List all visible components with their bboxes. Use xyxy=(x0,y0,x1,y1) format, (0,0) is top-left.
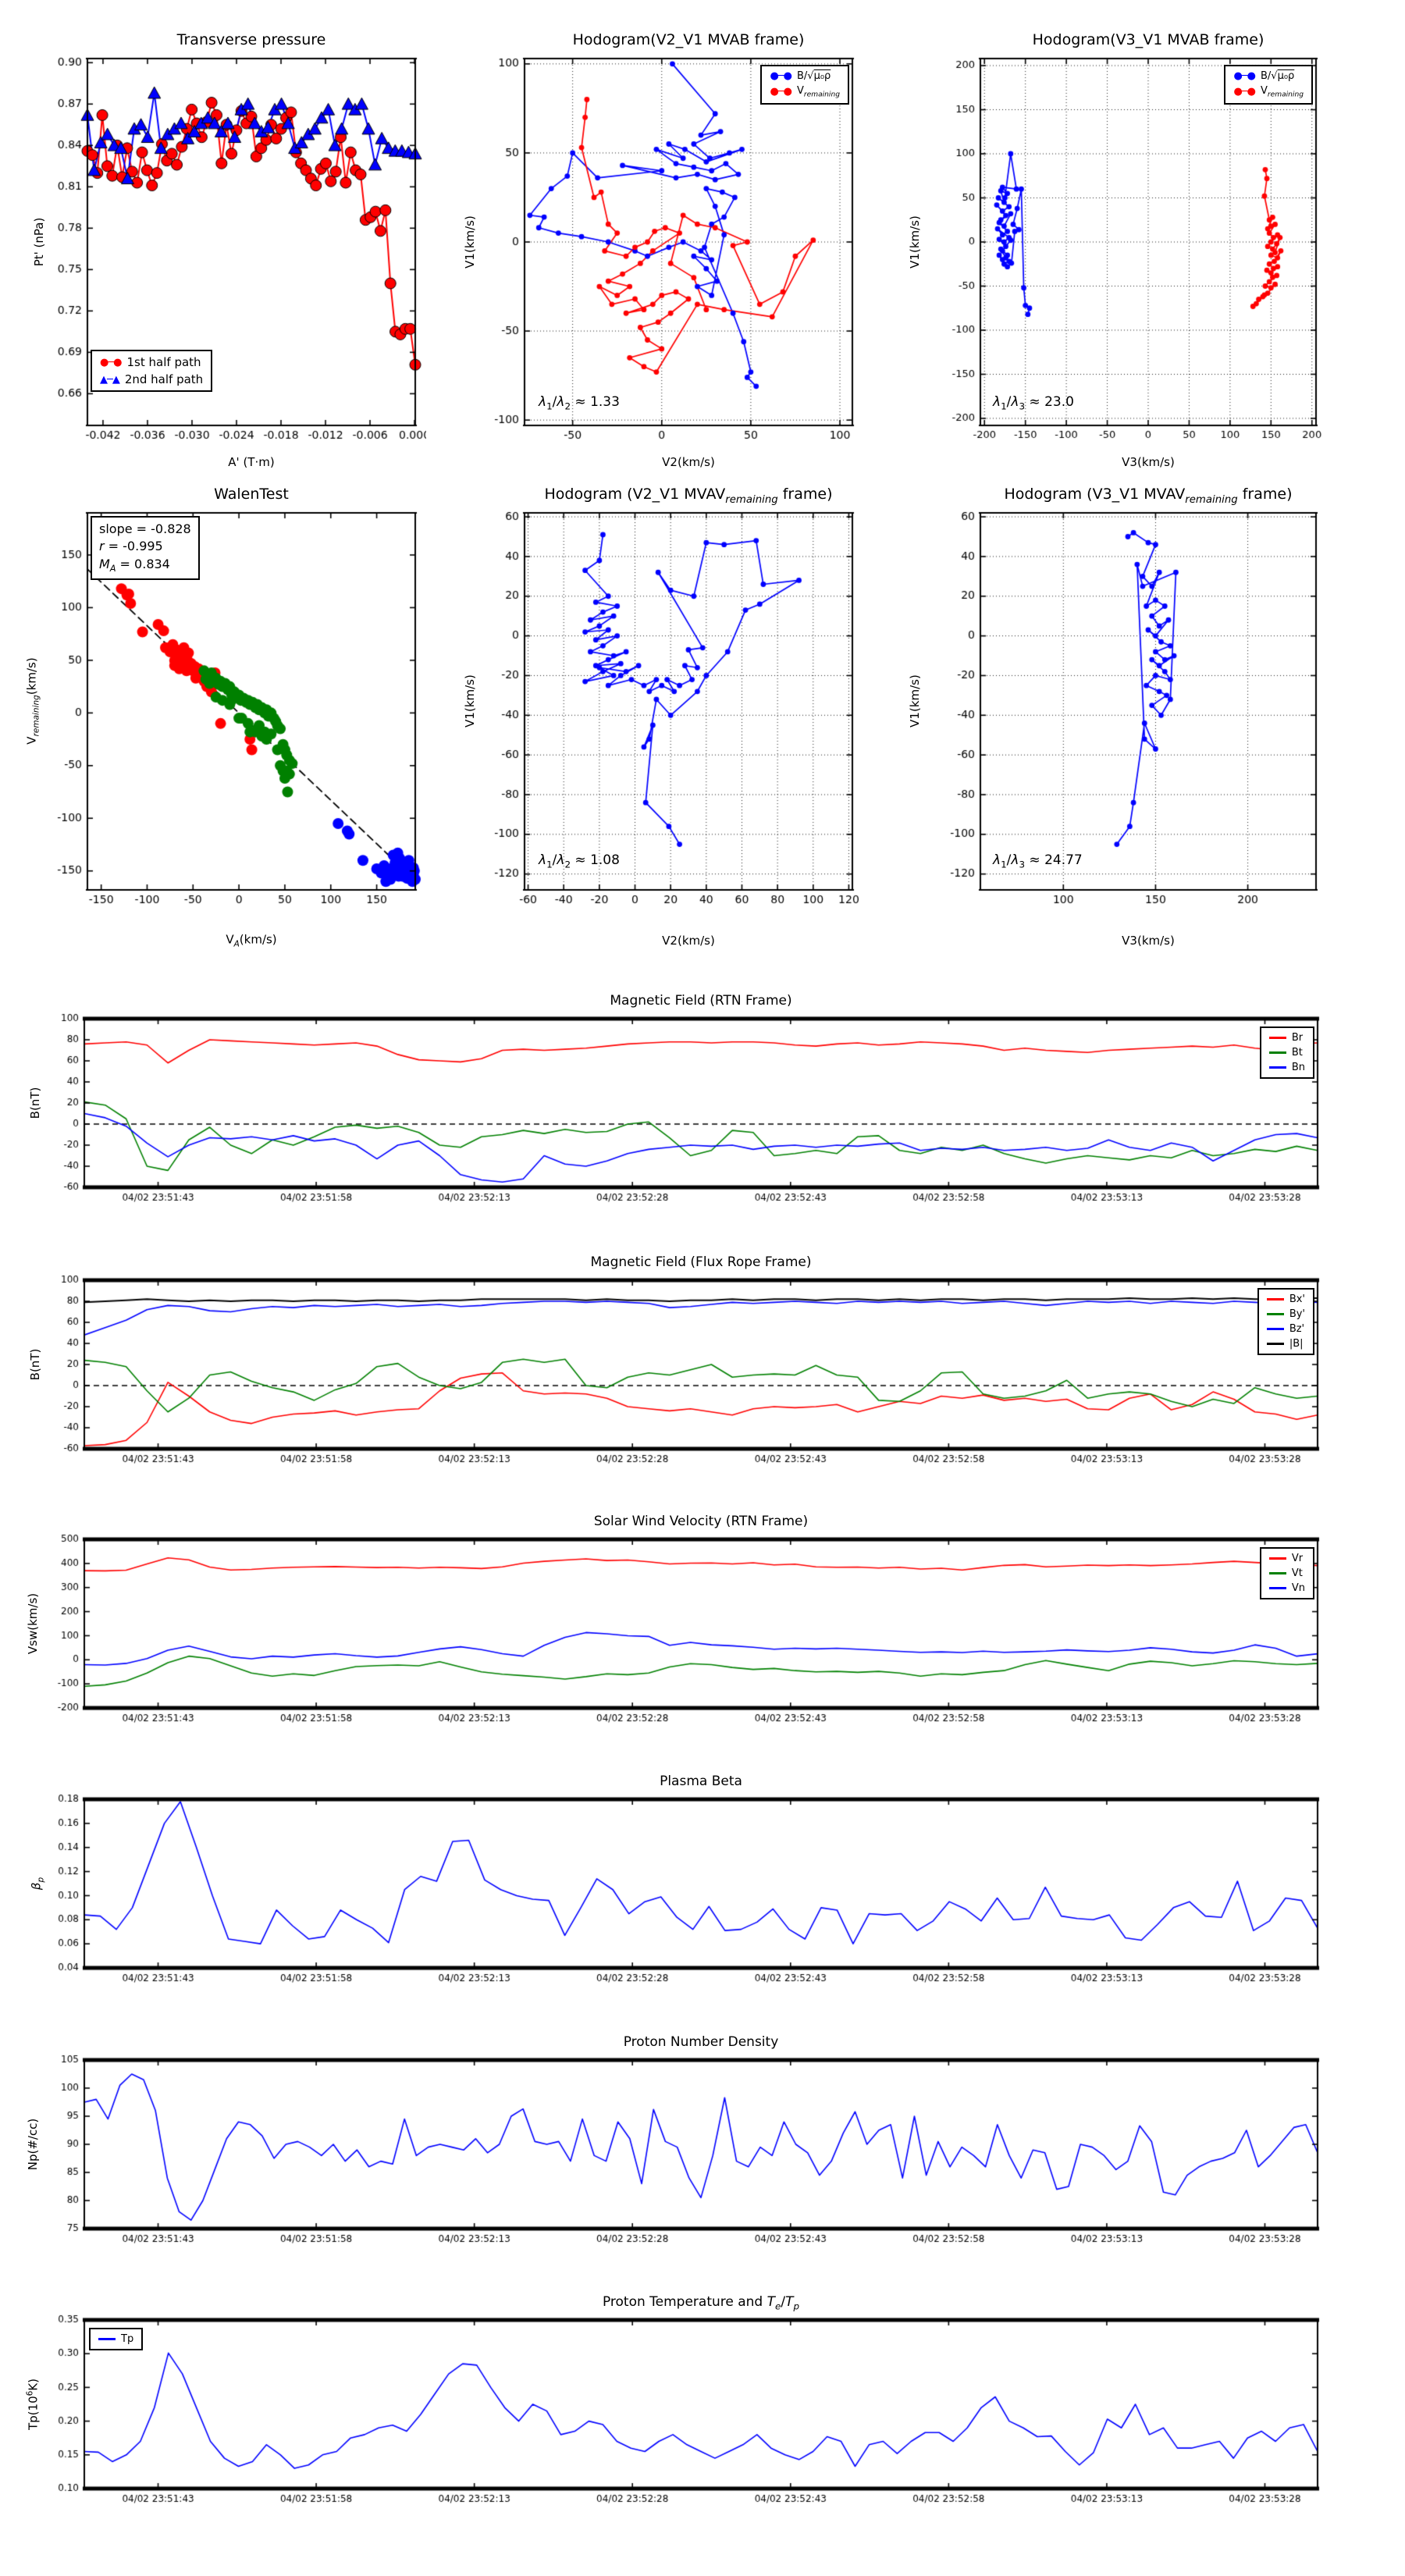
legend-label: Br xyxy=(1291,1032,1304,1044)
legend-item-v-remaining xyxy=(770,85,840,99)
red-line-icon xyxy=(1269,1037,1286,1039)
tp-y-axis-label: $Tp(10^6K)$ xyxy=(25,2378,41,2431)
green-line-icon xyxy=(1269,1572,1286,1574)
walen-stats-box xyxy=(91,516,200,580)
solar-wind-velocity-canvas xyxy=(30,1532,1329,1735)
hodogram-v2v1-mvab-title: Hodogram(V2_V1 MVAB frame) xyxy=(572,31,805,48)
beta-y-axis-label: $\beta_p$ xyxy=(29,1877,46,1891)
red-line-icon xyxy=(1267,1298,1284,1300)
legend-item-bt xyxy=(1269,1047,1305,1059)
legend-item-by xyxy=(1267,1308,1305,1320)
legend-label: Vt xyxy=(1291,1567,1303,1579)
legend-item-1st-half xyxy=(100,355,203,369)
blue-line-icon xyxy=(1267,1328,1284,1330)
magnetic-field-flux-rope-canvas xyxy=(30,1272,1329,1475)
hodo-c-x-axis-label: V3(km/s) xyxy=(1122,455,1175,469)
legend-label: By' xyxy=(1289,1308,1305,1320)
hodo-f-x-axis-label: V3(km/s) xyxy=(1122,934,1175,948)
blue-line-marker-icon: ●─● xyxy=(1233,70,1255,82)
hodogram-v2v1-mvav-title: Hodogram (V2_V1 $MVAV_{remaining}$ frame) xyxy=(544,486,833,506)
legend-label: Vn xyxy=(1291,1582,1305,1594)
proton-number-density-title: Proton Number Density xyxy=(623,2034,779,2050)
plasma-beta-canvas xyxy=(30,1791,1329,1994)
legend-item-v-remaining xyxy=(1233,85,1304,99)
green-line-icon xyxy=(1267,1313,1284,1315)
red-line-marker-icon: ●─● xyxy=(770,86,791,98)
lambda-ratio-annotation: $\lambda_1/\lambda_3 \approx 23.0$ xyxy=(993,394,1074,412)
hodo-c-y-axis-label: V1(km/s) xyxy=(908,215,922,269)
magnetic-field-rtn-title: Magnetic Field (RTN Frame) xyxy=(610,993,792,1009)
black-line-icon xyxy=(1267,1343,1284,1345)
legend-label: B/√μ₀ρ xyxy=(1260,70,1295,82)
legend-label: $V_{remaining}$ xyxy=(1260,85,1304,99)
lambda-ratio-annotation: $\lambda_1/\lambda_3 \approx 24.77$ xyxy=(993,852,1083,870)
vsw-y-axis-label: Vsw(km/s) xyxy=(26,1592,40,1655)
b-rtn-y-axis-label: B(nT) xyxy=(28,1087,42,1119)
walen-x-axis-label: $V_A(km/s)$ xyxy=(226,932,277,949)
red-circle-marker-icon: ●─● xyxy=(100,356,122,368)
proton-temperature-title: Proton Temperature and $T_e/T_p$ xyxy=(602,2294,800,2312)
hodo-b-y-axis-label: V1(km/s) xyxy=(463,215,477,269)
hodo-f-y-axis-label: V1(km/s) xyxy=(908,674,922,728)
walen-slope-value: slope = -0.828 xyxy=(99,521,191,536)
lambda-ratio-annotation: $\lambda_1/\lambda_2 \approx 1.33$ xyxy=(539,394,620,412)
legend-label: Tp xyxy=(121,2333,134,2345)
legend-item-bx xyxy=(1267,1293,1305,1305)
legend-label: B/√μ₀ρ xyxy=(796,70,831,82)
legend-item-2nd-half xyxy=(100,372,203,386)
legend-label: 2nd half path xyxy=(124,372,204,386)
legend-item-babs xyxy=(1267,1338,1305,1350)
legend-item-alfven-speed xyxy=(770,70,840,82)
np-y-axis-label: Np(#/cc) xyxy=(26,2118,40,2171)
green-line-icon xyxy=(1269,1051,1286,1054)
transverse-legend xyxy=(91,350,212,392)
legend-label: 1st half path xyxy=(126,355,201,369)
legend-label: Bx' xyxy=(1289,1293,1305,1305)
legend-item-br xyxy=(1269,1032,1305,1044)
legend-item-vn xyxy=(1269,1582,1305,1594)
proton-temperature-canvas xyxy=(30,2312,1329,2515)
walen-test-title: WalenTest xyxy=(214,486,289,503)
walen-y-axis-label: $V_{remaining}(km/s)$ xyxy=(24,657,41,745)
plasma-beta-title: Plasma Beta xyxy=(660,1774,742,1789)
blue-triangle-marker-icon: ▲─▲ xyxy=(100,373,119,386)
legend-label: Vr xyxy=(1291,1553,1304,1564)
legend-label: $V_{remaining}$ xyxy=(796,85,840,99)
b-rtn-legend xyxy=(1260,1026,1314,1079)
magnetic-field-rtn-canvas xyxy=(30,1011,1329,1214)
hodo-e-y-axis-label: V1(km/s) xyxy=(463,674,477,728)
hodogram-v3v1-mvab-title: Hodogram(V3_V1 MVAB frame) xyxy=(1032,31,1264,48)
legend-item-bz xyxy=(1267,1323,1305,1335)
b-fr-legend xyxy=(1257,1288,1314,1355)
hodogram-v2v1-mvav-canvas xyxy=(470,505,863,916)
hodogram-v3v1-mvav-title: Hodogram (V3_V1 $MVAV_{remaining}$ frame) xyxy=(1004,486,1293,506)
red-line-marker-icon: ●─● xyxy=(1233,86,1255,98)
legend-item-alfven-speed xyxy=(1233,70,1304,82)
blue-line-marker-icon: ●─● xyxy=(770,70,791,82)
transverse-y-axis-label: Pt' (nPa) xyxy=(32,217,46,267)
red-line-icon xyxy=(1269,1557,1286,1560)
blue-line-icon xyxy=(1269,1587,1286,1589)
legend-item-vr xyxy=(1269,1553,1305,1564)
hodo-e-x-axis-label: V2(km/s) xyxy=(662,934,715,948)
legend-label: |B| xyxy=(1289,1338,1304,1350)
walen-correlation-value: r = -0.995 xyxy=(99,539,163,554)
legend-item-vt xyxy=(1269,1567,1305,1579)
hodo-b-x-axis-label: V2(km/s) xyxy=(662,455,715,469)
magnetic-field-flux-rope-title: Magnetic Field (Flux Rope Frame) xyxy=(590,1254,812,1270)
legend-label: Bz' xyxy=(1289,1323,1305,1335)
b-fr-y-axis-label: B(nT) xyxy=(28,1348,42,1381)
hodo-c-legend xyxy=(1224,65,1313,105)
legend-item-tp xyxy=(98,2333,133,2345)
blue-line-icon xyxy=(98,2338,116,2340)
proton-number-density-canvas xyxy=(30,2052,1329,2255)
legend-label: Bn xyxy=(1291,1062,1305,1073)
hodo-b-legend xyxy=(760,65,849,105)
legend-label: Bt xyxy=(1291,1047,1303,1059)
lambda-ratio-annotation: $\lambda_1/\lambda_2 \approx 1.08$ xyxy=(539,852,620,870)
solar-wind-velocity-title: Solar Wind Velocity (RTN Frame) xyxy=(593,1514,809,1529)
vsw-legend xyxy=(1260,1547,1314,1599)
tp-legend xyxy=(89,2328,143,2350)
transverse-pressure-title: Transverse pressure xyxy=(176,31,326,48)
legend-item-bn xyxy=(1269,1062,1305,1073)
blue-line-icon xyxy=(1269,1066,1286,1069)
walen-mach-value: $M_A = 0.834$ xyxy=(99,556,170,574)
transverse-x-axis-label: A' (T·m) xyxy=(228,455,275,469)
hodogram-v2v1-mvab-canvas xyxy=(470,51,863,452)
hodogram-v3v1-mvab-canvas xyxy=(926,51,1327,452)
hodogram-v3v1-mvav-canvas xyxy=(926,505,1327,916)
